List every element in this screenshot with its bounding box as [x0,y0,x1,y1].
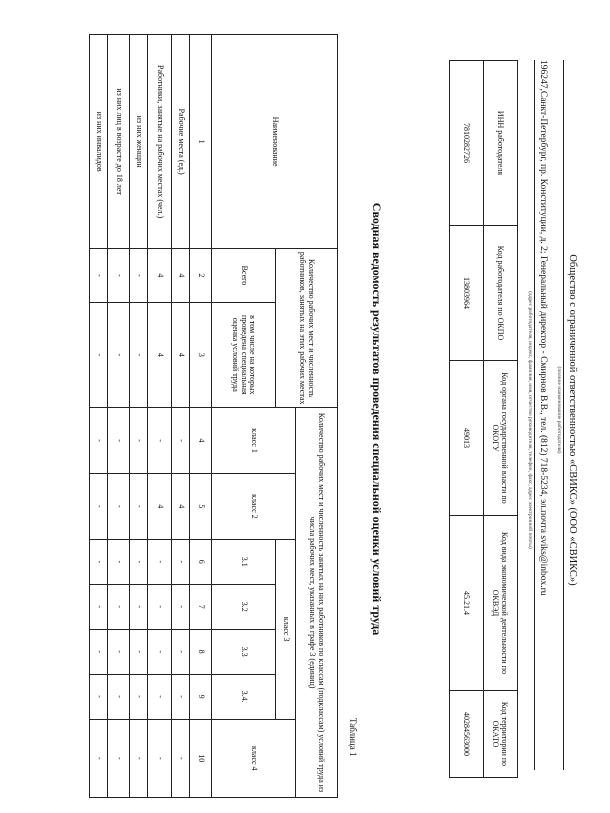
row-cell: - [148,629,172,674]
header-classes: Количество рабочих мест и численность занятых на них работников по классам (подклассам) условий труда из числа рабочих мест, указанных в графе 3 (единиц) [296,408,338,798]
col-number: 4 [190,408,212,474]
col-number: 7 [190,584,212,629]
org-address-caption: (адрес работодателя, индекс, фамилия, имя, отчество руководителя, телефон, факс, адрес электронной почты) [527,291,533,549]
col-number: 9 [190,674,212,719]
header-class1: класс 1 [212,408,296,474]
codes-value: 49013 [450,361,484,516]
row-cell: - [90,408,108,474]
summary-table [89,34,338,798]
row-cell: - [90,584,108,629]
row-cell: - [130,408,148,474]
row-cell: - [172,584,190,629]
row-cell: - [148,539,172,584]
codes-value: 7810282726 [450,61,484,226]
row-cell: - [148,408,172,474]
row-cell: - [108,674,130,719]
row-cell: - [108,584,130,629]
header-sub-34: 3.4. [212,674,276,719]
row-label: Рабочие места (ед.) [172,35,190,249]
header-class3: класс 3 [276,539,296,719]
row-cell: - [148,584,172,629]
header-incl: в том числе на которых проведена специальная оценка условий труда [212,302,276,408]
row-cell: - [108,539,130,584]
row-cell: - [130,539,148,584]
table-row [172,35,190,798]
col-number: 1 [190,35,212,249]
codes-header: Код работодателя по ОКПО [484,226,518,361]
header-total: Всего [212,249,276,302]
row-label: из них женщин [130,35,148,249]
row-cell: - [108,473,130,539]
row-cell: - [130,473,148,539]
row-cell: - [130,249,148,302]
row-cell: - [130,719,148,797]
col-number: 2 [190,249,212,302]
header-class4: класс 4 [212,719,296,797]
codes-header: Код органа государственной власти по ОКОГУ [484,361,518,516]
codes-header: Код вида экономической деятельности по ОКВЭД [484,516,518,691]
row-cell: - [90,719,108,797]
org-full-name: Общество с ограниченной ответственностью «СВИКС» (ООО «СВИКС») [567,254,578,586]
table-row [148,35,172,798]
row-cell: - [172,408,190,474]
row-cell: 4 [172,473,190,539]
row-cell: - [130,584,148,629]
row-cell: - [108,302,130,408]
row-cell: - [130,674,148,719]
table-row [108,35,130,798]
col-number: 6 [190,539,212,584]
org-address: 196247,Санкт-Петербург, пр. Конституции, д. 2; Генеральный директор - Смирнов В.В., тел. (812) 718-5234, эл.почта sviks@inbox.ru [538,60,548,596]
row-cell: - [172,539,190,584]
table-label: Таблица 1 [348,718,358,757]
row-cell: - [148,719,172,797]
row-label: из них лиц в возрасте до 18 лет [108,35,130,249]
row-cell: 4 [148,473,172,539]
row-cell: - [130,302,148,408]
col-number: 8 [190,629,212,674]
row-label: из них инвалидов [90,35,108,249]
row-cell: 4 [148,249,172,302]
row-cell: - [90,629,108,674]
row-cell: - [172,629,190,674]
row-cell: - [108,719,130,797]
row-cell: - [172,719,190,797]
col-number: 5 [190,473,212,539]
row-cell: - [90,674,108,719]
org-name-caption: (полное наименование работодателя) [556,366,562,454]
header-name: Наименование [212,35,338,249]
row-cell: - [90,249,108,302]
row-cell: - [90,302,108,408]
document-title: Сводная ведомость результатов проведения специальной оценки условий труда [370,202,384,636]
row-cell: - [108,249,130,302]
row-cell: - [130,629,148,674]
summary-rows [90,35,190,798]
header-class2: класс 2 [212,473,296,539]
table-row [90,35,108,798]
org-name-underline [563,60,564,770]
row-cell: 4 [172,302,190,408]
column-numbers-row [190,35,212,798]
org-address-underline [534,60,535,770]
row-cell: - [108,408,130,474]
col-number: 10 [190,719,212,797]
header-sub-33: 3.3 [212,629,276,674]
codes-header: ИНН работодателя [484,61,518,226]
codes-value: 13803964 [450,226,484,361]
header-sub-32: 3.2 [212,584,276,629]
row-cell: - [90,539,108,584]
row-cell: - [108,629,130,674]
header-count: Количество рабочих мест и численность работников, занятых на этих рабочих местах [276,249,338,408]
row-cell: - [90,473,108,539]
row-cell: - [148,674,172,719]
col-number: 3 [190,302,212,408]
employer-codes-table [449,60,518,778]
table-row [130,35,148,798]
row-cell: - [172,674,190,719]
row-cell: 4 [148,302,172,408]
codes-header: Код территории по ОКАТО [484,691,518,778]
row-label: Работники, занятые на рабочих местах (чел.) [148,35,172,249]
codes-value: 45.21.4 [450,516,484,691]
codes-value: 40284563000 [450,691,484,778]
header-sub-31: 3.1 [212,539,276,584]
row-cell: 4 [172,249,190,302]
